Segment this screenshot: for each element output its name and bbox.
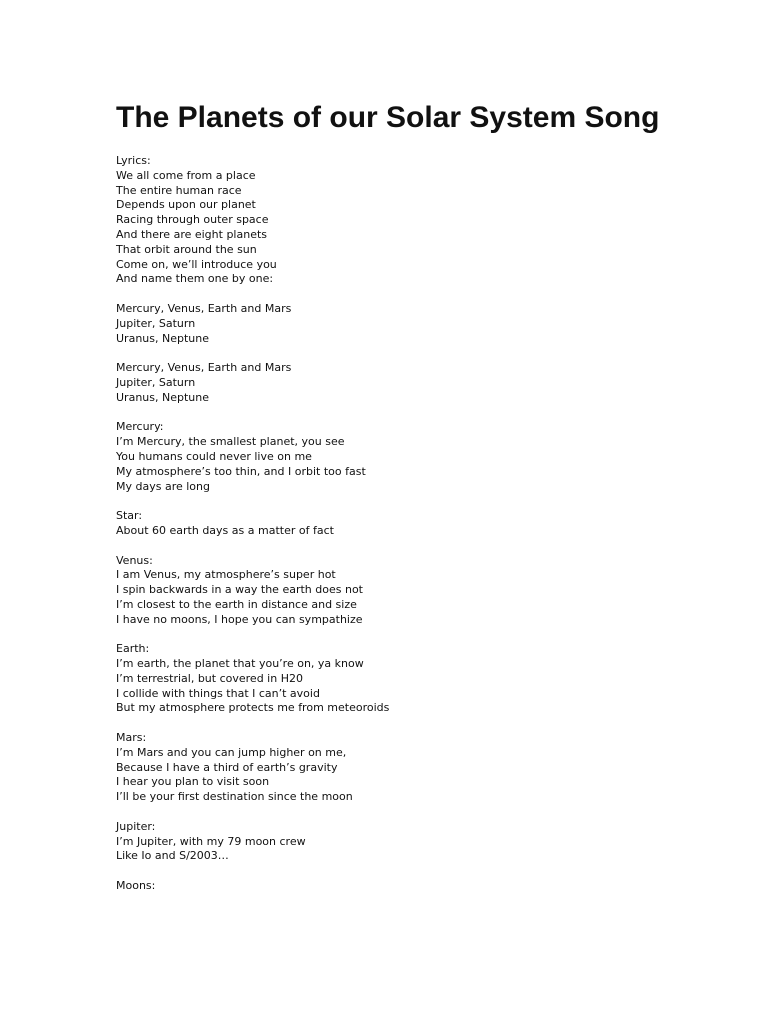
- lyrics-line: Earth:: [116, 642, 150, 656]
- lyrics-line: I’m Jupiter, with my 79 moon crew: [116, 834, 306, 848]
- lyrics-line: I’m earth, the planet that you’re on, ya know: [116, 657, 364, 671]
- lyrics-stanza: [116, 642, 676, 716]
- lyrics-line: Because I have a third of earth’s gravity: [116, 760, 338, 774]
- lyrics-line: Racing through outer space: [116, 213, 269, 227]
- lyrics-body: [116, 154, 676, 894]
- document-page: [116, 100, 676, 909]
- lyrics-line: Come on, we’ll introduce you: [116, 257, 277, 271]
- lyrics-line: Moons:: [116, 879, 156, 893]
- lyrics-line: I spin backwards in a way the earth does not: [116, 583, 363, 597]
- lyrics-line: Like Io and S/2003…: [116, 849, 229, 863]
- lyrics-line: Mercury, Venus, Earth and Mars: [116, 361, 292, 375]
- lyrics-line: I’m closest to the earth in distance and size: [116, 597, 357, 611]
- lyrics-stanza: [116, 420, 676, 494]
- lyrics-stanza: [116, 361, 676, 405]
- lyrics-line: I collide with things that I can’t avoid: [116, 686, 320, 700]
- lyrics-stanza: [116, 820, 676, 864]
- lyrics-stanza: [116, 154, 676, 287]
- lyrics-line: Mercury, Venus, Earth and Mars: [116, 301, 292, 315]
- lyrics-line: Jupiter, Saturn: [116, 316, 196, 330]
- lyrics-line: And name them one by one:: [116, 272, 274, 286]
- lyrics-line: I’m terrestrial, but covered in H20: [116, 671, 303, 685]
- lyrics-line: I’ll be your first destination since the moon: [116, 790, 353, 804]
- lyrics-line: You humans could never live on me: [116, 449, 312, 463]
- lyrics-line: We all come from a place: [116, 168, 256, 182]
- lyrics-line: That orbit around the sun: [116, 242, 257, 256]
- lyrics-line: I hear you plan to visit soon: [116, 775, 270, 789]
- lyrics-line: Venus:: [116, 553, 153, 567]
- lyrics-line: Mercury:: [116, 420, 164, 434]
- lyrics-line: Jupiter, Saturn: [116, 375, 196, 389]
- lyrics-line: Uranus, Neptune: [116, 390, 209, 404]
- lyrics-line: And there are eight planets: [116, 227, 268, 241]
- document-title: The Planets of our Solar System Song: [116, 101, 660, 134]
- lyrics-line: My days are long: [116, 479, 210, 493]
- lyrics-line: Jupiter:: [116, 819, 156, 833]
- lyrics-stanza: [116, 302, 676, 346]
- lyrics-line: I’m Mercury, the smallest planet, you see: [116, 435, 345, 449]
- lyrics-stanza: [116, 509, 676, 539]
- lyrics-line: My atmosphere’s too thin, and I orbit too fast: [116, 464, 366, 478]
- lyrics-line: Depends upon our planet: [116, 198, 256, 212]
- lyrics-stanza: [116, 554, 676, 628]
- lyrics-line: But my atmosphere protects me from meteoroids: [116, 701, 390, 715]
- lyrics-line: I have no moons, I hope you can sympathize: [116, 612, 363, 626]
- lyrics-stanza: [116, 879, 676, 894]
- lyrics-line: About 60 earth days as a matter of fact: [116, 523, 334, 537]
- lyrics-line: Lyrics:: [116, 154, 151, 167]
- lyrics-stanza: [116, 731, 676, 805]
- lyrics-line: Mars:: [116, 731, 147, 745]
- lyrics-line: I am Venus, my atmosphere’s super hot: [116, 568, 336, 582]
- lyrics-line: Uranus, Neptune: [116, 331, 209, 345]
- lyrics-line: The entire human race: [116, 183, 242, 197]
- lyrics-line: Star:: [116, 509, 143, 523]
- lyrics-line: I’m Mars and you can jump higher on me,: [116, 745, 347, 759]
